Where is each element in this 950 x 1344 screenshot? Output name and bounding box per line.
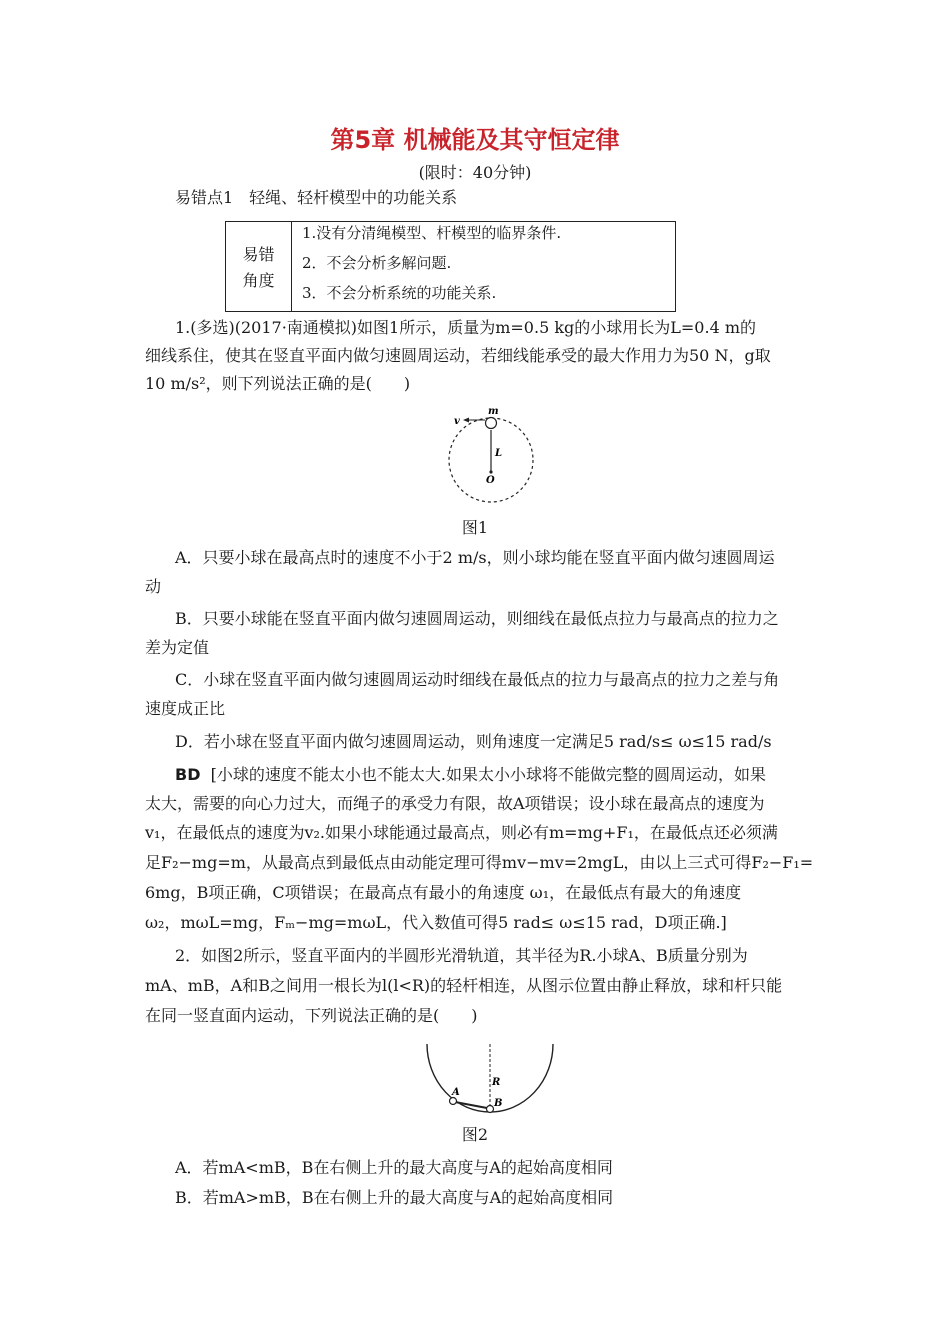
q1-option-a-cont: 动 xyxy=(145,577,162,596)
q2-option-b: B．若mA>mB，B在右侧上升的最大高度与A的起始高度相同 xyxy=(175,1188,614,1207)
ball-a xyxy=(450,1098,457,1105)
label-R: R xyxy=(492,1077,501,1088)
q1-stem-line: 1.(多选)(2017·南通模拟)如图1所示，质量为m=0.5 kg的小球用长为L=0.4 m的 xyxy=(175,318,757,337)
label-B: B xyxy=(494,1098,503,1109)
q2-stem-line: 2．如图2所示，竖直平面内的半圆形光滑轨道，其半径为R.小球A、B质量分别为 xyxy=(175,946,748,965)
q1-option-c-cont: 速度成正比 xyxy=(145,699,226,718)
q1-answer-line: v₁，在最低点的速度为v₂.如果小球能通过最高点，则必有m=mg+F₁，在最低点还必须满 xyxy=(145,823,778,842)
table-label-line1: 易错 xyxy=(242,245,275,264)
figure-2-caption: 图2 xyxy=(461,1125,489,1144)
figure-1-caption: 图1 xyxy=(461,518,489,537)
table-item: 2．不会分析多解问题. xyxy=(302,254,452,272)
label-v: v xyxy=(454,416,460,427)
q1-stem-line: 10 m/s²，则下列说法正确的是( ) xyxy=(145,374,411,393)
figure-2-diagram xyxy=(420,1040,560,1116)
q1-option-b: B．只要小球能在竖直平面内做匀速圆周运动，则细线在最低点拉力与最高点的拉力之 xyxy=(175,609,779,628)
q1-answer-line: 6mg，B项正确，C项错误；在最高点有最小的角速度 ω₁，在最低点有最大的角速度 xyxy=(145,883,742,902)
q1-stem-line: 细线系住，使其在竖直平面内做匀速圆周运动，若细线能承受的最大作用力为50 N，g取 xyxy=(145,346,771,365)
error-table xyxy=(225,221,676,312)
q2-option-a: A．若mA<mB，B在右侧上升的最大高度与A的起始高度相同 xyxy=(175,1158,613,1177)
q2-stem-line: 在同一竖直面内运动，下列说法正确的是( ) xyxy=(145,1006,478,1025)
label-L: L xyxy=(495,448,503,459)
page-title: 第5章 机械能及其守恒定律 xyxy=(330,126,620,154)
q1-answer-line: 足F₂−mg=m，从最高点到最低点由动能定理可得mv−mv=2mgL，由以上三式可得F₂−F₁= xyxy=(145,853,814,872)
light-rod xyxy=(455,1102,487,1108)
answer-text: [小球的速度不能太小也不能太大.如果太小小球将不能做完整的圆周运动，如果 xyxy=(210,765,766,784)
center-point xyxy=(489,470,492,473)
q1-answer-line: ω₂，mωL=mg，Fₘ−mg=mωL，代入数值可得5 rad≤ ω≤15 rad，D项正确.] xyxy=(145,913,727,932)
table-item: 3．不会分析系统的功能关系. xyxy=(302,284,497,302)
time-limit: (限时：40分钟) xyxy=(418,163,532,182)
q2-stem-line: mA、mB，A和B之间用一根长为l(l<R)的轻杆相连，从图示位置由静止释放，球和杆只能 xyxy=(145,976,783,995)
q1-option-d: D．若小球在竖直平面内做匀速圆周运动，则角速度一定满足5 rad/s≤ ω≤15 rad/s xyxy=(175,732,772,751)
table-item: 1.没有分清绳模型、杆模型的临界条件. xyxy=(302,224,562,242)
table-label-line2: 角度 xyxy=(242,271,275,290)
q1-option-a: A．只要小球在最高点时的速度不小于2 m/s，则小球均能在竖直平面内做匀速圆周运 xyxy=(175,548,775,567)
q1-option-c: C．小球在竖直平面内做匀速圆周运动时细线在最低点的拉力与最高点的拉力之差与角 xyxy=(175,670,780,689)
label-A: A xyxy=(452,1087,460,1098)
figure-1-diagram xyxy=(440,400,550,510)
q1-option-b-cont: 差为定值 xyxy=(145,638,210,657)
table-divider xyxy=(291,222,292,311)
q1-answer-line: 太大，需要的向心力过大，而绳子的承受力有限，故A项错误；设小球在最高点的速度为 xyxy=(145,794,765,813)
answer-key: BD xyxy=(175,765,201,784)
ball-m xyxy=(486,418,497,429)
arrow-head-icon xyxy=(463,418,469,423)
label-O: O xyxy=(486,475,495,486)
q1-answer-line xyxy=(175,764,845,786)
ball-b xyxy=(487,1106,494,1113)
section-heading: 易错点1 轻绳、轻杆模型中的功能关系 xyxy=(175,188,458,207)
label-m: m xyxy=(488,406,499,417)
